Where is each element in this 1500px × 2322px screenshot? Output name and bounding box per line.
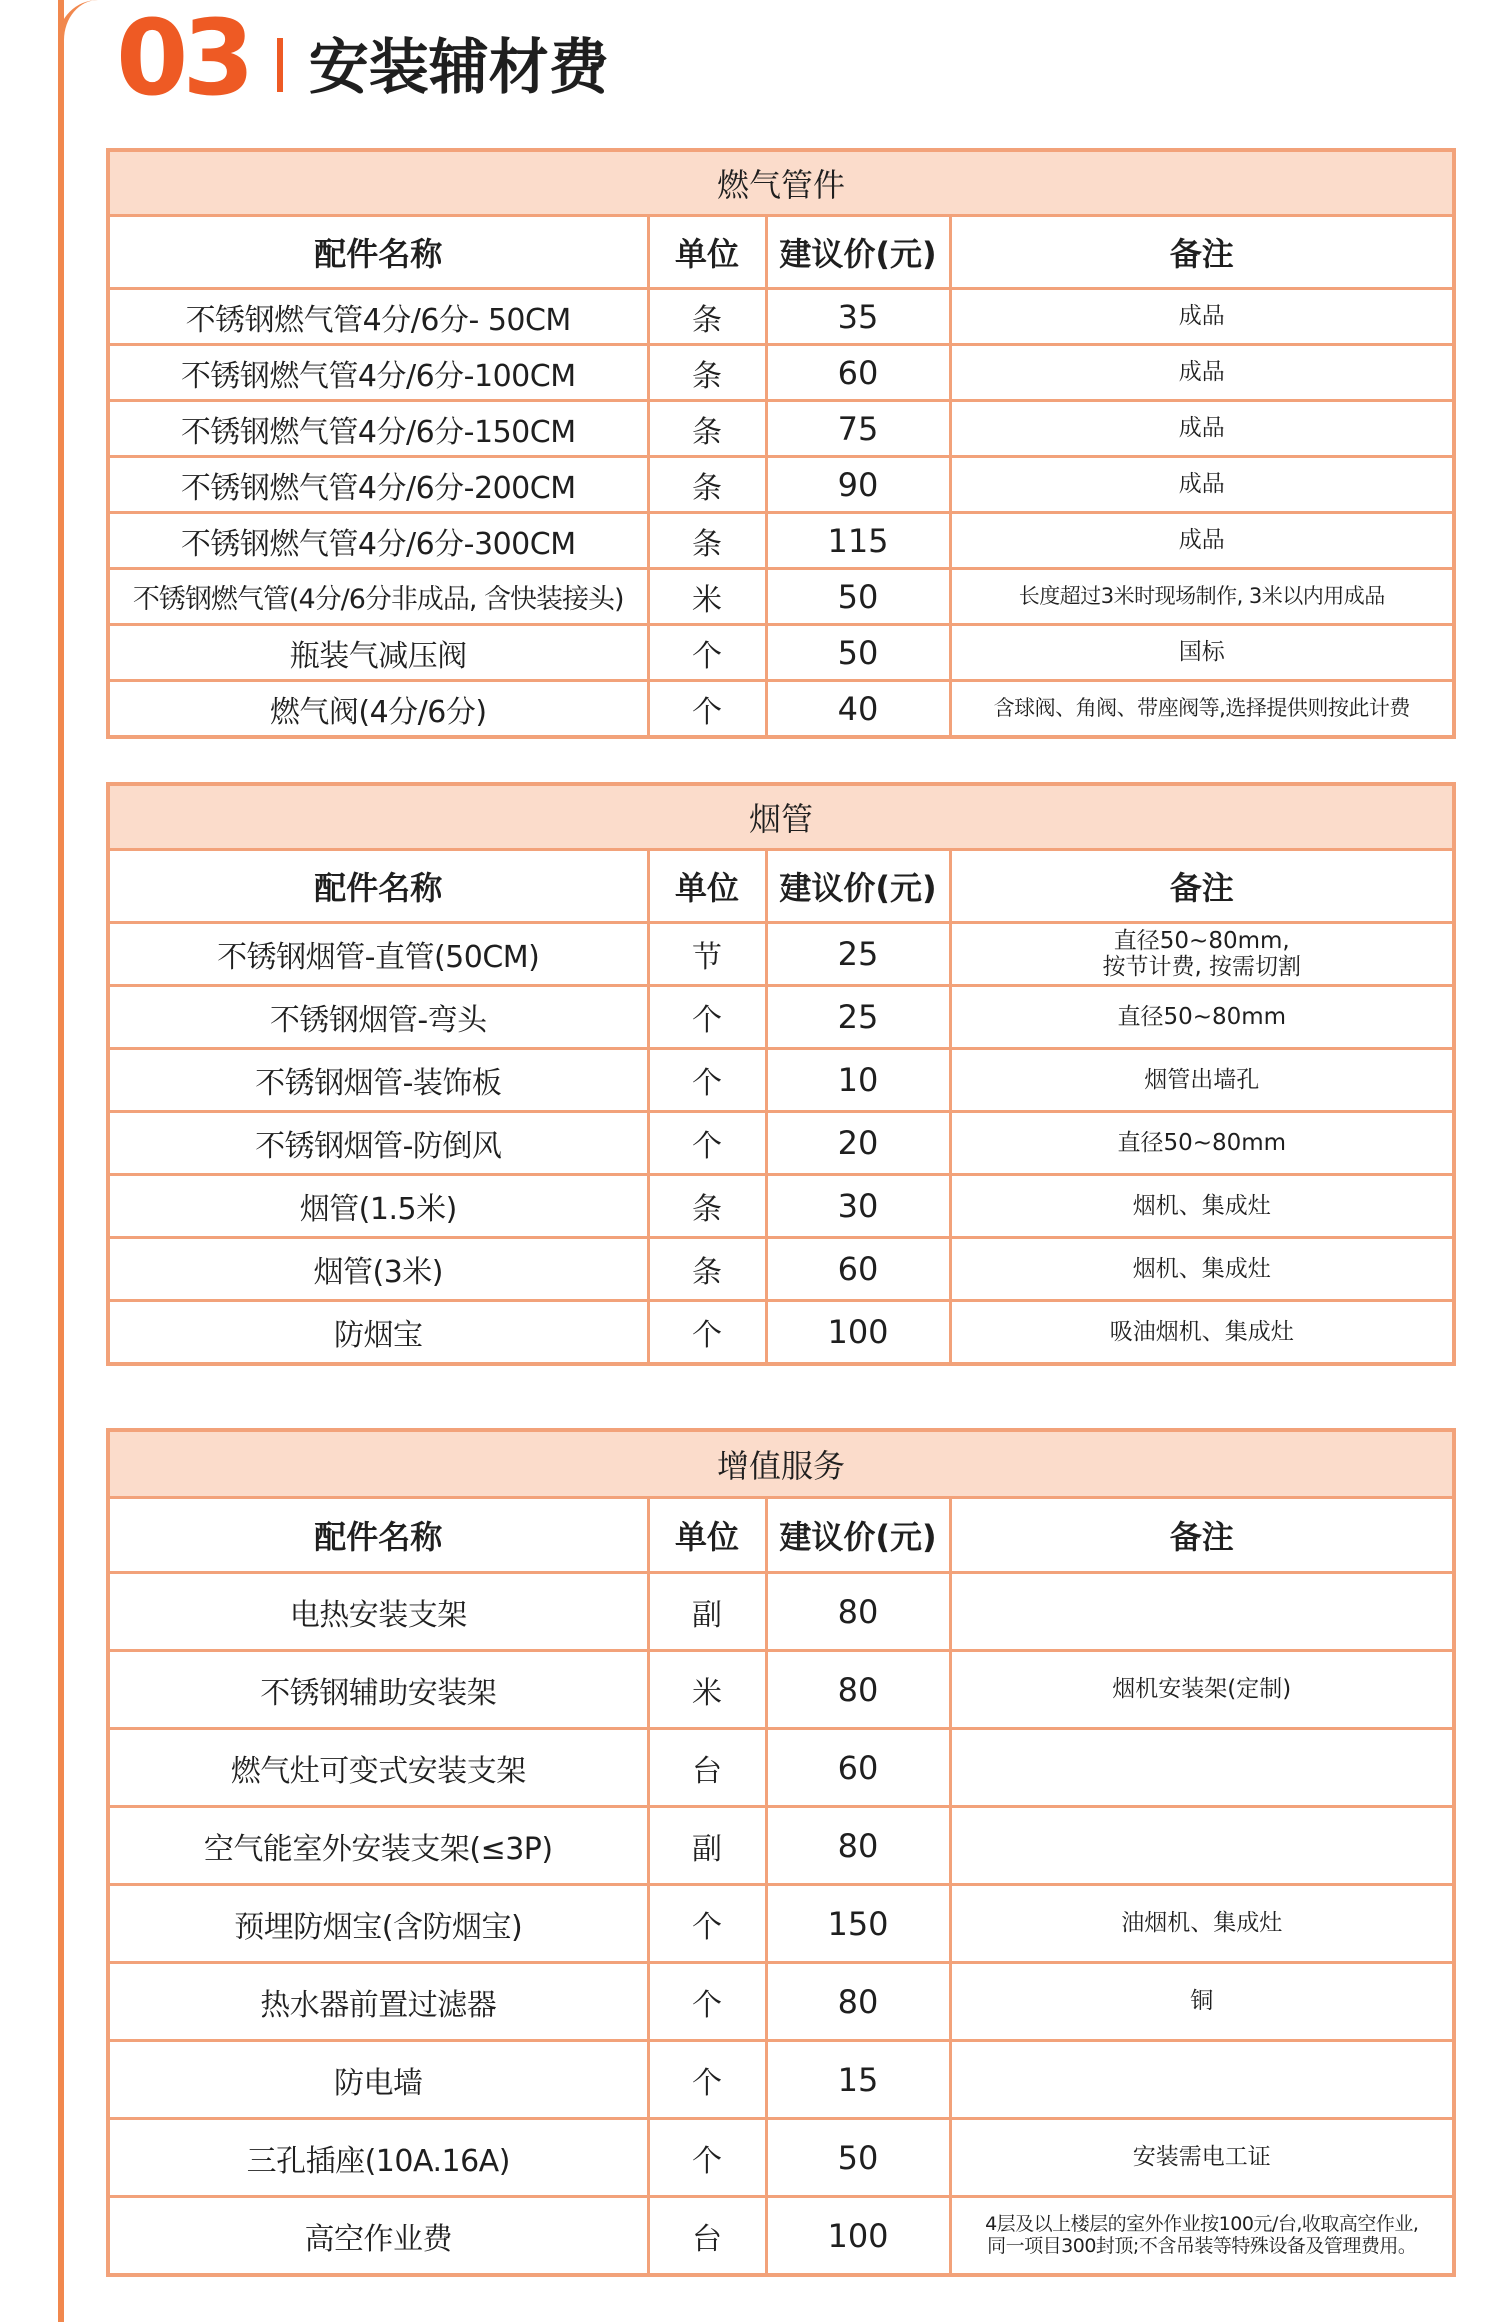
item-price: 50 <box>766 569 950 625</box>
item-note: 铜 <box>950 1963 1454 2041</box>
item-note-line1: 4层及以上楼层的室外作业按100元/台,收取高空作业, <box>985 2212 1419 2235</box>
item-unit: 台 <box>648 1729 766 1807</box>
item-price: 30 <box>766 1175 950 1238</box>
col-unit-header: 单位 <box>648 216 766 289</box>
item-unit: 米 <box>648 569 766 625</box>
item-unit: 米 <box>648 1651 766 1729</box>
gas-fittings-table <box>106 148 1456 739</box>
header-separator <box>277 38 283 92</box>
table-row <box>108 625 1454 681</box>
item-note: 成品 <box>950 457 1454 513</box>
item-name: 不锈钢烟管-直管(50CM) <box>108 923 648 986</box>
item-price: 100 <box>766 2197 950 2276</box>
item-name: 烟管(3米) <box>108 1238 648 1301</box>
item-price: 35 <box>766 289 950 345</box>
item-note <box>950 1573 1454 1651</box>
item-unit: 个 <box>648 1049 766 1112</box>
item-note <box>950 923 1454 986</box>
item-name: 瓶装气减压阀 <box>108 625 648 681</box>
item-unit: 条 <box>648 1175 766 1238</box>
item-unit: 条 <box>648 1238 766 1301</box>
item-note <box>950 1729 1454 1807</box>
item-name: 热水器前置过滤器 <box>108 1963 648 2041</box>
item-unit: 副 <box>648 1807 766 1885</box>
item-unit: 个 <box>648 625 766 681</box>
item-price: 60 <box>766 1238 950 1301</box>
item-unit: 条 <box>648 401 766 457</box>
table-row <box>108 923 1454 986</box>
item-unit: 个 <box>648 1963 766 2041</box>
item-note: 油烟机、集成灶 <box>950 1885 1454 1963</box>
item-price: 25 <box>766 923 950 986</box>
item-unit: 个 <box>648 986 766 1049</box>
item-name: 高空作业费 <box>108 2197 648 2276</box>
item-name: 不锈钢辅助安装架 <box>108 1651 648 1729</box>
table-row <box>108 2041 1454 2119</box>
item-note <box>950 2197 1454 2276</box>
item-name: 不锈钢燃气管4分/6分-150CM <box>108 401 648 457</box>
item-note: 成品 <box>950 289 1454 345</box>
table-row <box>108 1175 1454 1238</box>
item-note: 吸油烟机、集成灶 <box>950 1301 1454 1365</box>
column-header-row <box>108 216 1454 289</box>
item-note: 安装需电工证 <box>950 2119 1454 2197</box>
item-unit: 个 <box>648 2119 766 2197</box>
table-row <box>108 2119 1454 2197</box>
col-note-header: 备注 <box>950 1498 1454 1573</box>
item-price: 80 <box>766 1573 950 1651</box>
item-name: 不锈钢烟管-装饰板 <box>108 1049 648 1112</box>
page-header <box>116 0 609 119</box>
col-unit-header: 单位 <box>648 850 766 923</box>
col-price-header: 建议价(元) <box>766 216 950 289</box>
item-unit: 条 <box>648 345 766 401</box>
item-note-line2: 按节计费, 按需切割 <box>1102 954 1302 980</box>
col-note-header: 备注 <box>950 850 1454 923</box>
item-name: 不锈钢烟管-防倒风 <box>108 1112 648 1175</box>
col-note-header: 备注 <box>950 216 1454 289</box>
item-note: 长度超过3米时现场制作, 3米以内用成品 <box>950 569 1454 625</box>
item-price: 20 <box>766 1112 950 1175</box>
item-name: 烟管(1.5米) <box>108 1175 648 1238</box>
item-note <box>950 2041 1454 2119</box>
item-name: 燃气阀(4分/6分) <box>108 681 648 738</box>
item-note-line2: 同一项目300封顶;不含吊装等特殊设备及管理费用。 <box>987 2234 1417 2257</box>
section-title: 增值服务 <box>108 1430 1454 1498</box>
table-row <box>108 1301 1454 1365</box>
item-name: 预埋防烟宝(含防烟宝) <box>108 1885 648 1963</box>
item-unit: 副 <box>648 1573 766 1651</box>
item-note: 成品 <box>950 513 1454 569</box>
item-note <box>950 1807 1454 1885</box>
item-unit: 个 <box>648 2041 766 2119</box>
item-note: 烟机、集成灶 <box>950 1175 1454 1238</box>
item-price: 60 <box>766 345 950 401</box>
item-name: 不锈钢烟管-弯头 <box>108 986 648 1049</box>
col-name-header: 配件名称 <box>108 216 648 289</box>
item-unit: 条 <box>648 289 766 345</box>
col-name-header: 配件名称 <box>108 850 648 923</box>
item-name: 防电墙 <box>108 2041 648 2119</box>
item-name: 燃气灶可变式安装支架 <box>108 1729 648 1807</box>
item-name: 空气能室外安装支架(≤3P) <box>108 1807 648 1885</box>
item-name: 不锈钢燃气管4分/6分-200CM <box>108 457 648 513</box>
section-title: 燃气管件 <box>108 150 1454 216</box>
item-unit: 个 <box>648 1112 766 1175</box>
table-row <box>108 457 1454 513</box>
item-price: 100 <box>766 1301 950 1365</box>
table-row <box>108 1651 1454 1729</box>
item-note: 含球阀、角阀、带座阀等,选择提供则按此计费 <box>950 681 1454 738</box>
item-price: 115 <box>766 513 950 569</box>
left-accent-curve <box>58 0 98 40</box>
item-name: 防烟宝 <box>108 1301 648 1365</box>
item-note: 直径50~80mm <box>950 1112 1454 1175</box>
col-name-header: 配件名称 <box>108 1498 648 1573</box>
value-added-services-table <box>106 1428 1456 2277</box>
section-number: 03 <box>116 0 249 119</box>
item-unit: 条 <box>648 513 766 569</box>
table-row <box>108 1112 1454 1175</box>
item-unit: 个 <box>648 1301 766 1365</box>
table-row <box>108 1729 1454 1807</box>
item-unit: 条 <box>648 457 766 513</box>
col-price-header: 建议价(元) <box>766 1498 950 1573</box>
item-note: 烟机、集成灶 <box>950 1238 1454 1301</box>
table-row <box>108 986 1454 1049</box>
item-note: 烟机安装架(定制) <box>950 1651 1454 1729</box>
item-name: 三孔插座(10A.16A) <box>108 2119 648 2197</box>
item-note: 成品 <box>950 401 1454 457</box>
item-price: 60 <box>766 1729 950 1807</box>
table-row <box>108 289 1454 345</box>
section-title: 烟管 <box>108 784 1454 850</box>
item-unit: 节 <box>648 923 766 986</box>
item-note: 成品 <box>950 345 1454 401</box>
item-price: 80 <box>766 1807 950 1885</box>
column-header-row <box>108 1498 1454 1573</box>
item-price: 150 <box>766 1885 950 1963</box>
item-price: 80 <box>766 1651 950 1729</box>
item-price: 40 <box>766 681 950 738</box>
item-price: 90 <box>766 457 950 513</box>
page-title: 安装辅材费 <box>308 33 609 103</box>
table-row <box>108 401 1454 457</box>
col-unit-header: 单位 <box>648 1498 766 1573</box>
item-price: 50 <box>766 625 950 681</box>
item-name: 电热安装支架 <box>108 1573 648 1651</box>
item-price: 50 <box>766 2119 950 2197</box>
item-unit: 台 <box>648 2197 766 2276</box>
column-header-row <box>108 850 1454 923</box>
table-row <box>108 2197 1454 2276</box>
item-price: 25 <box>766 986 950 1049</box>
flue-pipe-table <box>106 782 1456 1366</box>
item-price: 80 <box>766 1963 950 2041</box>
item-note-line1: 直径50~80mm, <box>1113 927 1290 954</box>
item-price: 15 <box>766 2041 950 2119</box>
item-unit: 个 <box>648 681 766 738</box>
table-row <box>108 513 1454 569</box>
item-name: 不锈钢燃气管4分/6分-100CM <box>108 345 648 401</box>
item-name: 不锈钢燃气管4分/6分- 50CM <box>108 289 648 345</box>
table-row <box>108 1963 1454 2041</box>
item-name: 不锈钢燃气管(4分/6分非成品, 含快装接头) <box>108 569 648 625</box>
item-note: 国标 <box>950 625 1454 681</box>
left-accent-bar <box>58 0 64 2322</box>
table-row <box>108 1885 1454 1963</box>
item-name: 不锈钢燃气管4分/6分-300CM <box>108 513 648 569</box>
item-note: 直径50~80mm <box>950 986 1454 1049</box>
col-price-header: 建议价(元) <box>766 850 950 923</box>
table-row <box>108 1573 1454 1651</box>
item-price: 75 <box>766 401 950 457</box>
item-note: 烟管出墙孔 <box>950 1049 1454 1112</box>
item-unit: 个 <box>648 1885 766 1963</box>
table-row <box>108 345 1454 401</box>
item-price: 10 <box>766 1049 950 1112</box>
table-row <box>108 1238 1454 1301</box>
table-row <box>108 569 1454 625</box>
table-row <box>108 1807 1454 1885</box>
table-row <box>108 681 1454 738</box>
table-row <box>108 1049 1454 1112</box>
